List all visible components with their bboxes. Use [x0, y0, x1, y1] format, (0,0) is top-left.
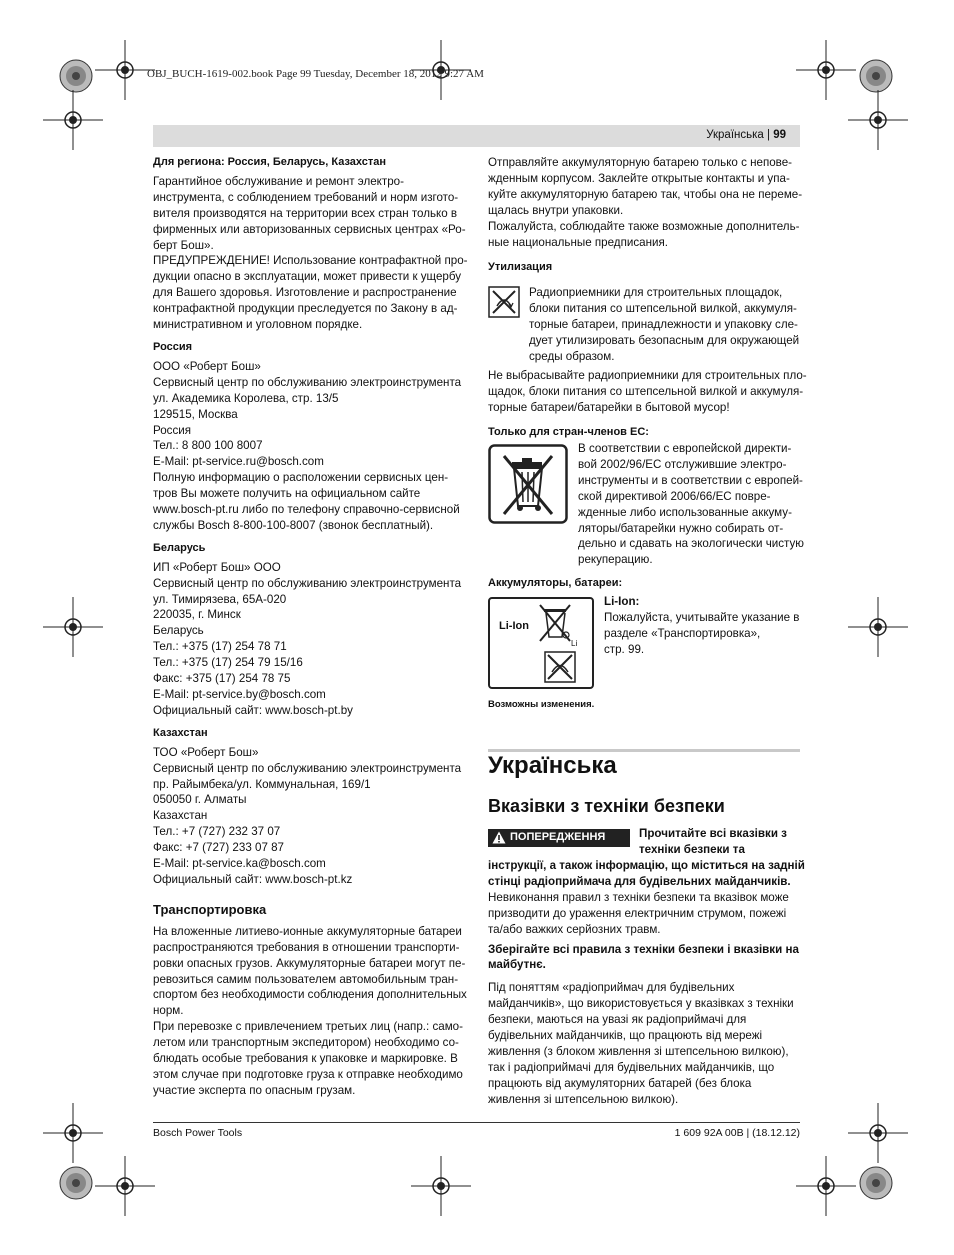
right-column-mid [488, 368, 807, 444]
eu-line: дельно и сдавать на экологически чистую [578, 537, 804, 551]
transport-line: ровки опасных грузов. Аккумуляторные батареи могут пе- [153, 956, 466, 970]
belarus-line: Официальный сайт: www.bosch-pt.by [153, 703, 353, 717]
warning-bold-side [639, 826, 804, 858]
footer-brand: Bosch Power Tools [153, 1127, 243, 1139]
battery-heading-wrap [488, 576, 800, 595]
kazakhstan-line: ТОО «Роберт Бош» [153, 745, 259, 759]
keep-instructions-line: Зберігайте всі правила з техніки безпеки і вказівки на [488, 942, 799, 956]
disposal-line: торные батареи/батарейки в бытовой мусор! [488, 400, 730, 414]
warning-bold-full-line: інструкції, а також інформацію, що міститься на задній [488, 859, 805, 872]
kazakhstan-line: Официальный сайт: www.bosch-pt.kz [153, 872, 353, 886]
russia-line: 129515, Москва [153, 407, 238, 421]
warning-text-line: Невиконання правил з техніки безпеки та вказівок може [488, 890, 789, 904]
eu-line: вой 2002/96/ЕС отслужившие электро- [578, 457, 787, 471]
region-text-line: берт Бош». [153, 238, 214, 252]
belarus-heading: Беларусь [153, 541, 206, 554]
battery-text [604, 610, 804, 658]
region-text [153, 174, 468, 333]
region-heading: Для региона: Россия, Беларусь, Казахстан [153, 156, 387, 168]
shipping-text [488, 155, 803, 250]
shipping-line: жденным корпусом. Заклейте открытые контакты и упа- [488, 171, 790, 185]
region-text-line: вителя производятся на территории всех стран только в [153, 206, 458, 220]
recycling-crossed-icon [488, 286, 520, 318]
crossed-bin-small-icon [536, 601, 576, 645]
warning-text-line: призводити до ураження електричним струмом, пожежі [488, 906, 787, 920]
definition-line: так і радіоприймачі для будівельних майданчиків, що [488, 1060, 775, 1074]
definition-line: майданчиків», що використовується у вказівках з техніки [488, 997, 794, 1011]
region-text-line: министративном и уголовном порядке. [153, 318, 363, 332]
transport-text [153, 924, 468, 1099]
transport-line: На вложенные литиево-ионные аккумуляторные батареи [153, 924, 462, 938]
warning-bold-text [488, 858, 803, 890]
battery-line: Пожалуйста, учитывайте указание в [604, 610, 800, 624]
belarus-line: Факс: +375 (17) 254 78 75 [153, 672, 291, 686]
shipping-line: ные национальные предписания. [488, 235, 668, 249]
disposal-line: щадок, блоки питания со штепсельной вилкой и аккумуля- [488, 384, 804, 398]
header-language: Українська [706, 129, 764, 141]
russia-line: службы Bosch 8-800-100-8007 (звонок бесплатный). [153, 518, 434, 532]
page-header-bar [153, 125, 800, 147]
kazakhstan-line: Казахстан [153, 809, 208, 823]
kazakhstan-line: Сервисный центр по обслуживанию электроинструмента [153, 761, 462, 775]
definition-line: безпеки, маються на увазі як радіоприймачі для [488, 1013, 747, 1027]
warning-bold-line: Прочитайте всі вказівки з [639, 827, 787, 840]
changes-note-wrap [488, 697, 800, 713]
li-ion-label: Li-Ion [499, 620, 529, 632]
transport-line: распространяются требования в отношении транспорти- [153, 940, 460, 954]
transport-line: норм. [153, 1004, 184, 1018]
crossed-bin-icon [488, 444, 568, 524]
transport-line: летом или транспортным экспедитором) необходимо со- [153, 1036, 459, 1050]
right-column-bottom [488, 858, 803, 1108]
warning-triangle-icon [492, 831, 506, 844]
definition-text [488, 980, 803, 1107]
changes-note: Возможны изменения. [488, 699, 595, 710]
warning-text [488, 890, 803, 938]
definition-line: живлення зі штепсельною вилкою). [488, 1092, 679, 1106]
transport-line: спортом без необходимости соблюдения дополнительных [153, 988, 467, 1002]
battery-type: Li-Ion: [604, 595, 640, 608]
disposal-icon-text-line: Радиоприемники для строительных площадок, [529, 286, 783, 299]
russia-line: Тел.: 8 800 100 8007 [153, 439, 263, 453]
running-header: Українська | 99 [706, 129, 786, 141]
region-text-line: инструмента, с соблюдением требований и норм изгото- [153, 190, 459, 204]
russia-line: тров Вы можете получить на официальном сайте [153, 487, 421, 501]
eu-line: ской директивой 2006/66/ЕС повре- [578, 489, 771, 503]
transport-line: При перевозке с привлечением третьих лиц (напр.: само- [153, 1020, 463, 1034]
region-text-line: контрафактной продукции преследуется по Закону в ад- [153, 302, 458, 316]
definition-line: Під поняттям «радіоприймач для будівельних [488, 981, 735, 995]
safety-title: Вказівки з техніки безпеки [488, 796, 725, 816]
transport-line: этом случае при подготовке груза к отправке необходимо [153, 1067, 463, 1081]
transport-heading: Транспортировка [153, 901, 267, 917]
keep-instructions-line: майбутнє. [488, 958, 546, 972]
language-title: Українська [488, 752, 617, 779]
kazakhstan-contacts [153, 745, 468, 888]
kazakhstan-line: E-Mail: pt-service.ka@bosch.com [153, 857, 326, 871]
belarus-line: Тел.: +375 (17) 254 79 15/16 [153, 656, 303, 670]
belarus-line: E-Mail: pt-service.by@bosch.com [153, 688, 326, 701]
warning-label: ПОПЕРЕДЖЕННЯ [510, 831, 606, 843]
warning-bold-line: техніки безпеки та [639, 842, 745, 856]
russia-line: www.bosch-pt.ru либо по телефону справочно-сервисной [153, 503, 460, 517]
eu-line: инструменты и в соответствии с европей- [578, 473, 803, 487]
disposal-icon-text-line: дует утилизировать безопасным для окружающей [529, 333, 800, 347]
kazakhstan-line: Тел.: +7 (727) 232 37 07 [153, 825, 281, 839]
page-number: 99 [773, 129, 786, 141]
kazakhstan-line: Факс: +7 (727) 233 07 87 [153, 841, 285, 855]
region-text-line: фирменных или авторизованных сервисных центрах «Ро- [153, 222, 466, 236]
belarus-line: Сервисный центр по обслуживанию электроинструмента [153, 576, 462, 590]
shipping-line: Отправляйте аккумуляторную батарею только с непове- [488, 156, 793, 169]
russia-contacts [153, 359, 468, 534]
belarus-line: Беларусь [153, 624, 204, 638]
belarus-contacts [153, 560, 468, 719]
russia-line: Сервисный центр по обслуживанию электроинструмента [153, 375, 462, 389]
warning-text-line: та/або важких серйозних травм. [488, 922, 661, 936]
left-column [153, 155, 468, 1099]
eu-line: рекуперацию. [578, 553, 653, 567]
footer-doc-number: 1 609 92A 00B | (18.12.12) [674, 1127, 800, 1139]
region-text-line: ПРЕДУПРЕЖДЕНИЕ! Использование контрафактной про- [153, 254, 468, 268]
belarus-line: 220035, г. Минск [153, 608, 241, 622]
warning-badge [488, 829, 630, 847]
kazakhstan-line: пр. Райымбека/ул. Коммунальная, 169/1 [153, 777, 371, 791]
battery-heading: Аккумуляторы, батареи: [488, 577, 623, 589]
kazakhstan-heading: Казахстан [153, 726, 208, 739]
russia-line: ул. Академика Королева, стр. 13/5 [153, 391, 339, 405]
region-text-line: Гарантийное обслуживание и ремонт электро- [153, 174, 404, 188]
disposal-line: Не выбрасывайте радиоприемники для строительных пло- [488, 369, 807, 382]
shipping-line: щалась внутри упаковки. [488, 203, 624, 217]
eu-line: жденные либо использованные аккуму- [578, 505, 792, 519]
russia-heading: Россия [153, 340, 193, 353]
region-text-line: дукции опасно в эксплуатации, может привести к ущербу [153, 270, 462, 284]
belarus-line: ул. Тимирязева, 65А-020 [153, 592, 287, 606]
warning-bold-full-line: стінці радіоприймача для будівельних майданчиків. [488, 874, 791, 888]
kazakhstan-line: 050050 г. Алматы [153, 793, 247, 807]
disposal-icon-text-line: торные батареи, принадлежности и упаковку сле- [529, 317, 798, 331]
battery-line: стр. 99. [604, 642, 645, 656]
definition-line: живлення (з блоком живлення зі штепсельною вилкою), [488, 1044, 789, 1058]
recycling-crossed-small-icon [544, 651, 576, 683]
belarus-line: ИП «Роберт Бош» ООО [153, 560, 281, 574]
footer-rule [153, 1122, 800, 1123]
disposal-icon-text-line: среды образом. [529, 349, 615, 363]
russia-line: Полную информацию о расположении сервисных цен- [153, 471, 449, 485]
right-column-top [488, 155, 803, 279]
keep-instructions [488, 942, 803, 974]
battery-info [604, 594, 804, 658]
region-text-line: для Вашего здоровья. Изготовление и распространение [153, 286, 457, 300]
belarus-line: Тел.: +375 (17) 254 78 71 [153, 640, 287, 654]
russia-line: E-Mail: pt-service.ru@bosch.com [153, 455, 324, 469]
disposal-heading: Утилизация [488, 261, 553, 274]
transport-line: ревозиться самим пользователем автомобильным тран- [153, 972, 459, 986]
book-header: OBJ_BUCH-1619-002.book Page 99 Tuesday, December 18, 2012 9:27 AM [147, 68, 484, 80]
eu-text [578, 441, 803, 568]
shipping-line: куйте аккумуляторную батарею так, чтобы она не переме- [488, 187, 803, 201]
disposal-icon-text [529, 285, 801, 365]
transport-line: участие эксперта по опасным грузам. [153, 1083, 356, 1097]
definition-line: будівельних майданчиків, що працюють від мережі [488, 1029, 763, 1043]
shipping-line: Пожалуйста, соблюдайте также возможные дополнитель- [488, 219, 800, 233]
li-symbol: Li [571, 639, 578, 648]
battery-line: разделе «Транспортировка», [604, 626, 761, 640]
eu-line: ляторы/батарейки нужно собирать от- [578, 521, 784, 535]
eu-heading: Только для стран-членов ЕС: [488, 425, 649, 438]
disposal-text [488, 368, 807, 416]
eu-line: В соответствии с европейской директи- [578, 442, 792, 455]
russia-line: Россия [153, 423, 192, 437]
li-ion-disposal-box [488, 597, 594, 689]
transport-line: блюдать особые требования к упаковке и маркировке. В [153, 1052, 458, 1066]
definition-line: працюють від акумуляторних батарей (без блока [488, 1076, 752, 1090]
russia-line: ООО «Роберт Бош» [153, 359, 261, 373]
disposal-icon-text-line: блоки питания со штепсельной вилкой, аккумуля- [529, 301, 797, 315]
